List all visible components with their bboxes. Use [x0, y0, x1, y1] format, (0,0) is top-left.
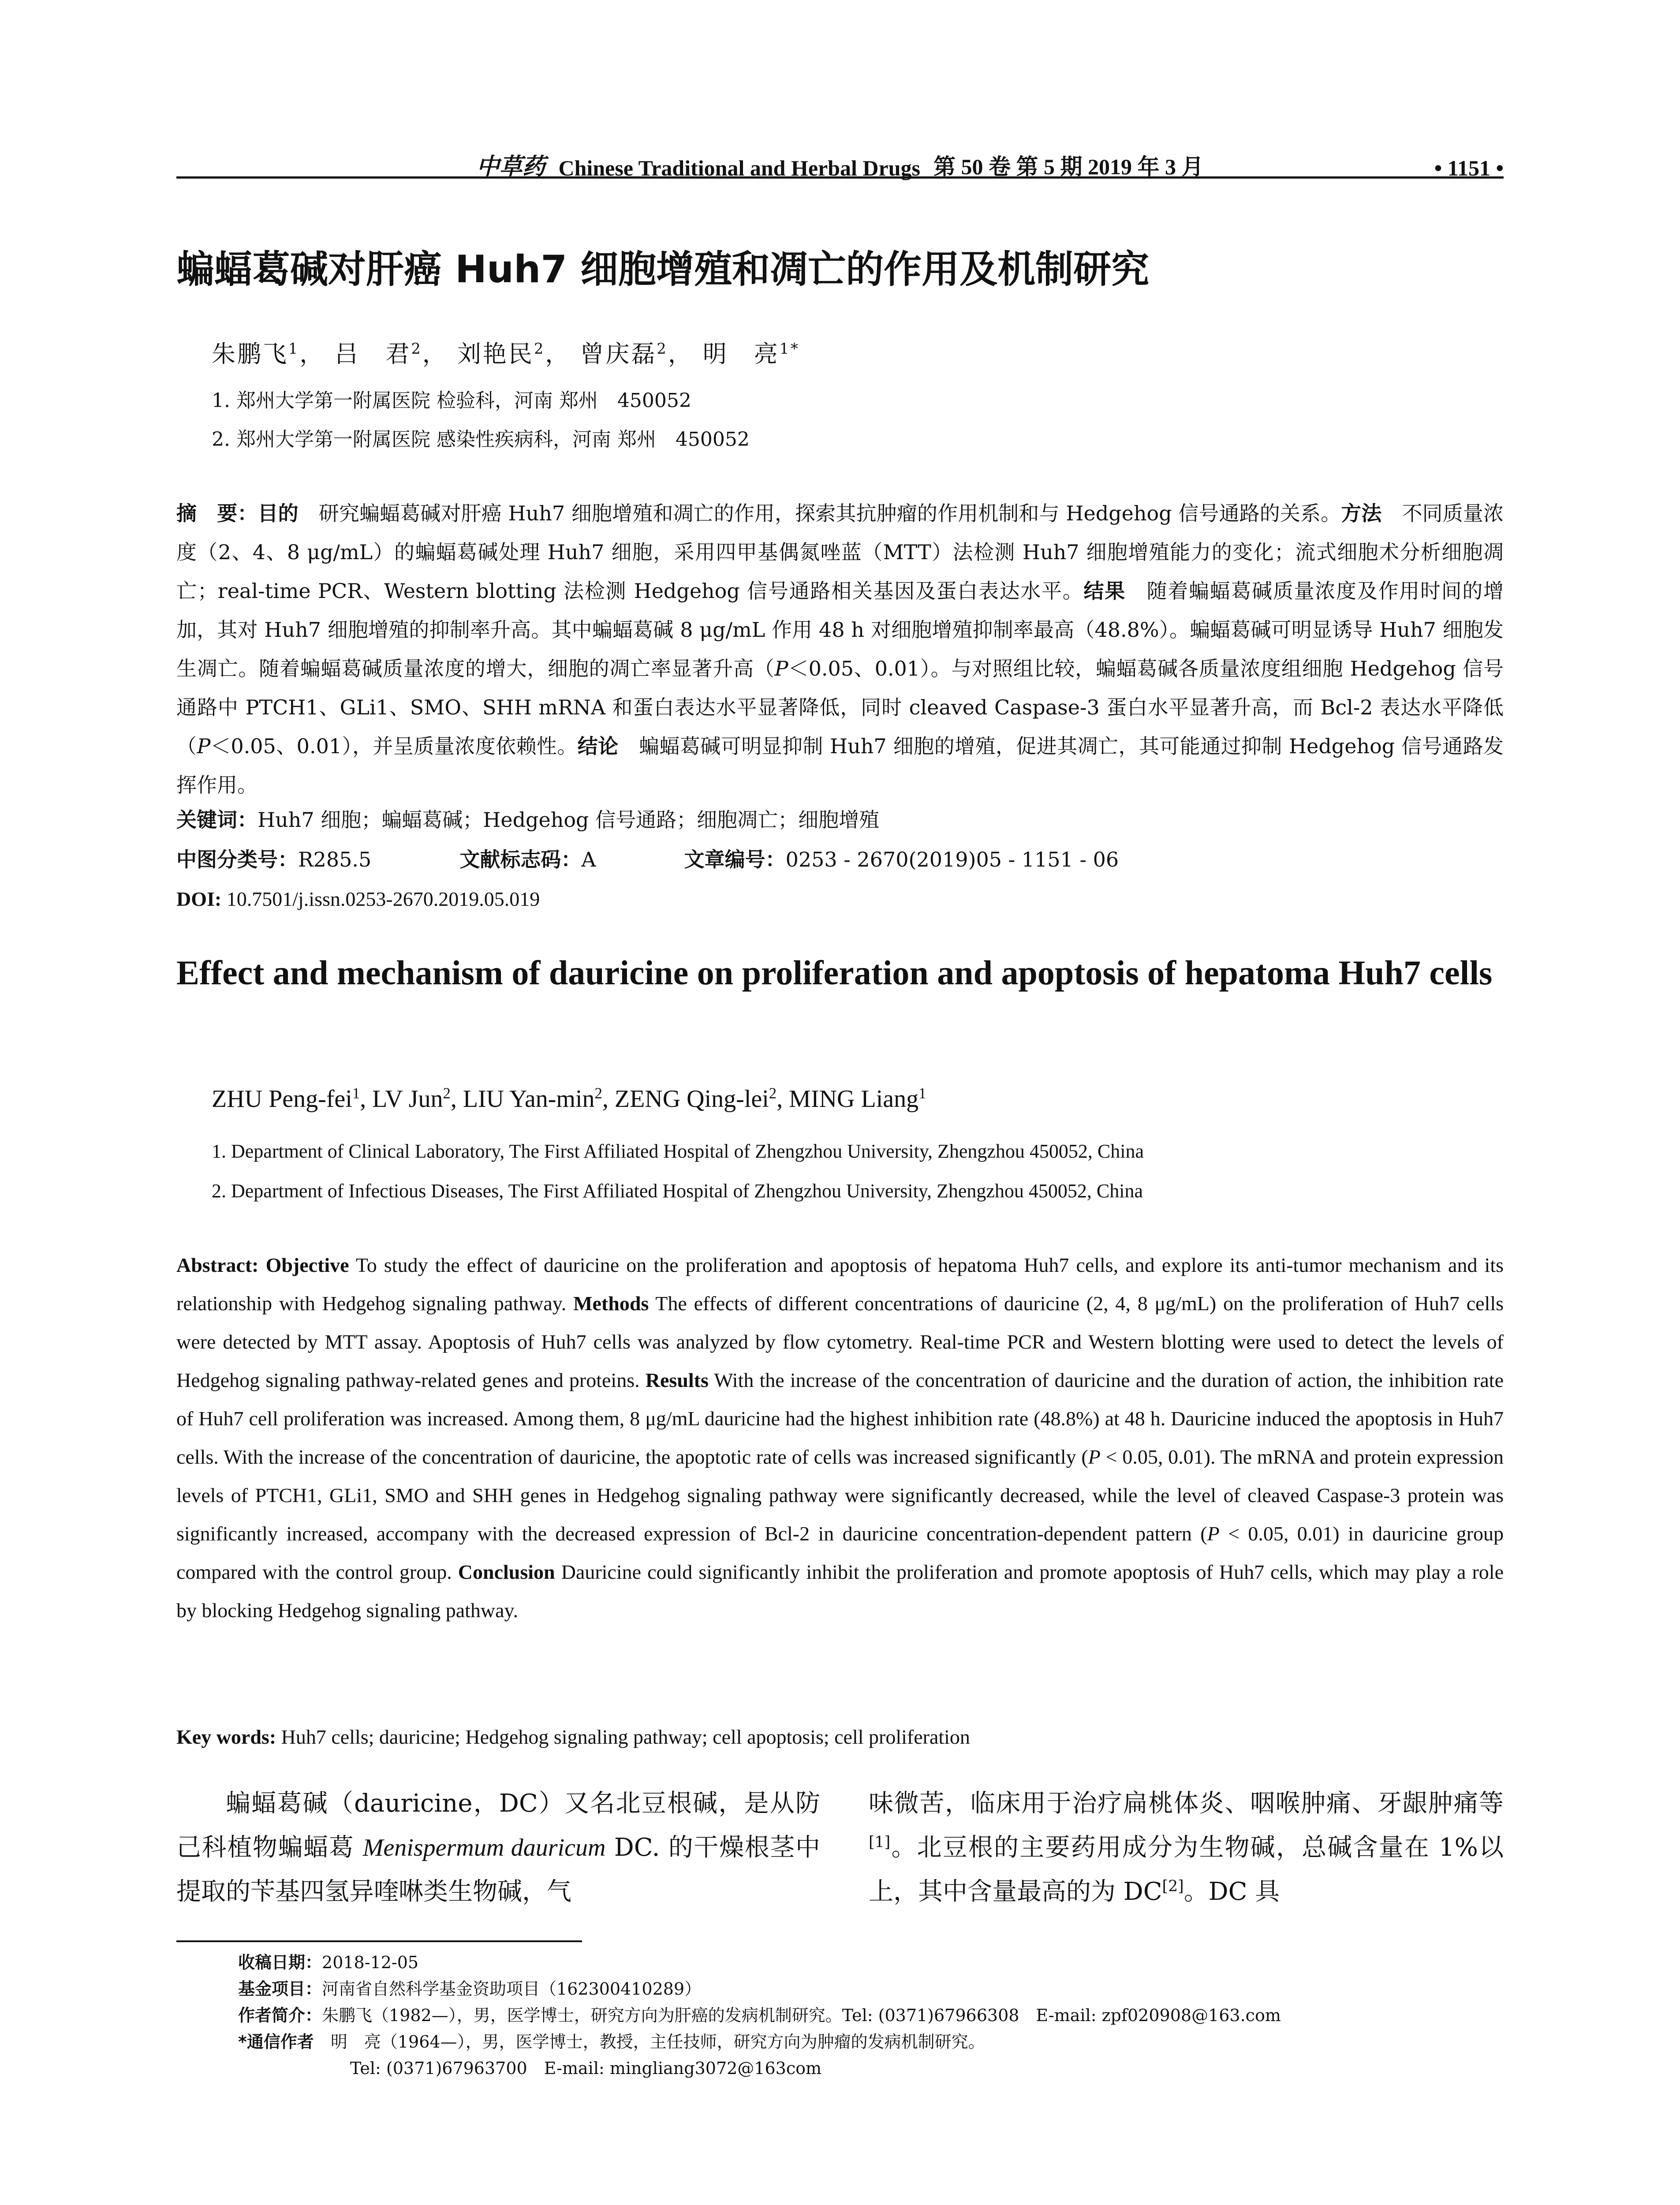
keywords-cn [176, 800, 1504, 839]
results-en-2: < 0.05, 0.01). The mRNA and protein expression levels of PTCH1, GLi1, SMO and SHH genes in Hedgehog signaling pathway were significantly decreased, while the level of cleaved Caspase-3 protein was significantly increased, accompany with the decreased expression of Bcl-2 in dauricine concentration-dependent pattern ( [176, 1446, 1504, 1545]
methods-cn: 不同质量浓度（2、4、8 μg/mL）的蝙蝠葛碱处理 Huh7 细胞，采用四甲基偶氮唑蓝（MTT）法检测 Huh7 细胞增殖能力的变化；流式细胞术分析细胞凋亡；real-time PCR、Western blotting 法检测 Hedgehog 信号通路相关基因及蛋白表达水平。 [176, 501, 1504, 603]
objective-cn: 研究蝙蝠葛碱对肝癌 Huh7 细胞增殖和凋亡的作用，探索其抗肿瘤的作用机制和与 Hedgehog 信号通路的关系。 [298, 501, 1341, 525]
body-column-left: 蝙蝠葛碱（dauricine，DC）又名北豆根碱，是从防己科植物蝙蝠葛 Menispermum dauricum DC. 的干燥根茎中提取的苄基四氢异喹啉类生物碱，气 [176, 1789, 820, 1906]
results-en-1: With the increase of the concentration of dauricine and the duration of action, the inhibition rate of Huh7 cell proliferation was increased. Among them, 8 μg/mL dauricine had the highest inhibition rate (48.8%) at 48 h. Dauricine induced the apoptosis in Huh7 cells. With the increase of the concentration of dauricine, the apoptotic rate of cells was increased significantly ( [176, 1369, 1504, 1468]
methods-en: The effects of different concentrations of dauricine (2, 4, 8 μg/mL) on the proliferation of Huh7 cells were detected by MTT assay. Apoptosis of Huh7 cells was analyzed by flow cytometry. Real-time PCR and Western blotting were used to detect the levels of Hedgehog signaling pathway-related genes and proteins. [176, 1292, 1504, 1391]
conclusion-cn-label: 结论 [577, 734, 619, 758]
affiliation-cn-2: 2. 郑州大学第一附属医院 感染性疾病科，河南 郑州 450052 [212, 428, 750, 451]
document-code: 文献标志码：A [459, 848, 596, 871]
doi-label: DOI: [176, 888, 222, 910]
author-cn-1: 朱鹏飞$^1$ [212, 340, 300, 368]
methods-cn-label: 方法 [1341, 501, 1382, 525]
p-symbol: P [1088, 1446, 1101, 1468]
author-cn-4: 曾庆磊$^2$ [580, 340, 668, 368]
conclusion-en-label: Conclusion [458, 1561, 555, 1583]
keywords-en [176, 1718, 1504, 1756]
p-symbol: P [1207, 1522, 1220, 1545]
author-en-3: LIU Yan-$\min^2$ [463, 1084, 602, 1113]
body-column-right: 味微苦，临床用于治疗扁桃体炎、咽喉肿痛、牙龈肿痛等[1]。北豆根的主要药用成分为生物碱，总碱含量在 1%以上，其中含量最高的为 DC[2]。DC 具 [869, 1789, 1504, 1906]
author-en-1: ZHU Peng-fei$^1$ [212, 1084, 360, 1113]
keywords-cn-text: Huh7 细胞；蝙蝠葛碱；Hedgehog 信号通路；细胞凋亡；细胞增殖 [258, 808, 880, 832]
conclusion-cn: 蝙蝠葛碱可明显抑制 Huh7 细胞的增殖，促进其凋亡，其可能通过抑制 Hedgehog 信号通路发挥作用。 [176, 734, 1504, 797]
journal-name-cn: 中草药 [476, 154, 545, 179]
conclusion-en: Dauricine could significantly inhibit the proliferation and promote apoptosis of Huh7 cells, which may play a role by blocking Hedgehog signaling pathway. [176, 1561, 1504, 1622]
clc-number: 中图分类号：R285.5 [176, 848, 372, 871]
author-cn-5: 明 亮$^{1*}$ [702, 340, 800, 368]
p-symbol: P [774, 657, 788, 680]
results-cn-3: ＜0.05、0.01），并呈质量浓度依赖性。 [210, 734, 578, 758]
results-en-3: < 0.05, 0.01) in dauricine group compared with the control group. [176, 1522, 1504, 1583]
results-cn-label: 结果 [1083, 579, 1126, 603]
classification-row [176, 840, 1504, 879]
footnote-rule [176, 1940, 582, 1942]
results-en-label: Results [645, 1369, 709, 1391]
reference-1: [1] [869, 1833, 891, 1851]
author-cn-3: 刘艳民$^2$ [457, 340, 545, 368]
author-en-4: ZENG Qing-lei$^2$ [614, 1084, 777, 1113]
footnotes [238, 1949, 1504, 2082]
species-name: Menispermum dauricum [362, 1834, 606, 1861]
objective-en: To study the effect of dauricine on the proliferation and apoptosis of hepatoma Huh7 cells, and explore its anti-tumor mechanism and its relationship with Hedgehog signaling pathway. [176, 1254, 1504, 1315]
authors-en: ZHU Peng-fei$^1$, LV Jun$^2$, LIU Yan-$\min^2$, ZENG Qing-lei$^2$, MING Liang$^1$ [212, 1084, 926, 1113]
header-rule [176, 176, 1504, 179]
keywords-en-label: Key words: [176, 1726, 281, 1748]
author-en-2: LV Jun$^2$ [372, 1084, 451, 1113]
article-number: 文章编号：0253 - 2670(2019)05 - 1151 - 06 [684, 848, 1119, 871]
footnote-received: 收稿日期：2018-12-05 [238, 1953, 419, 1972]
abstract-en-label: Abstract: [176, 1254, 266, 1276]
title-cn: 蝙蝠葛碱对肝癌 Huh7 细胞增殖和凋亡的作用及机制研究 [176, 247, 1150, 292]
abstract-cn-label: 摘 要： [176, 501, 258, 525]
abstract-en [176, 1246, 1504, 1629]
page-number: • 1151 • [1434, 156, 1504, 180]
affiliation-en-1: 1. Department of Clinical Laboratory, The First Affiliated Hospital of Zhengzhou University, Zhengzhou 450052, China [212, 1140, 1144, 1162]
author-cn-2: 吕 君$^2$ [334, 340, 422, 368]
keywords-en-text: Huh7 cells; dauricine; Hedgehog signaling pathway; cell apoptosis; cell proliferation [281, 1726, 970, 1748]
footnote-corresponding: *通信作者 明 亮（1964—），男，医学博士，教授，主任技师，研究方向为肿瘤的发病机制研究。 [238, 2032, 985, 2052]
results-cn-2: ＜0.05、0.01）。与对照组比较，蝙蝠葛碱各质量浓度组细胞 Hedgehog 信号通路中 PTCH1、GLi1、SMO、SHH mRNA 和蛋白表达水平显著降低，同时 cleaved Caspase-3 蛋白水平显著升高，而 Bcl-2 表达水平降低（ [176, 657, 1504, 758]
doi-value: 10.7501/j.issn.0253-2670.2019.05.019 [221, 888, 540, 910]
author-en-5: MING Liang$^1$ [789, 1084, 926, 1113]
affiliation-en-2: 2. Department of Infectious Diseases, The First Affiliated Hospital of Zhengzhou University, Zhengzhou 450052, China [212, 1180, 1143, 1202]
footnote-fund: 基金项目：河南省自然科学基金资助项目（162300410289） [238, 1979, 702, 1999]
results-cn-1: 随着蝙蝠葛碱质量浓度及作用时间的增加，其对 Huh7 细胞增殖的抑制率升高。其中蝙蝠葛碱 8 μg/mL 作用 48 h 对细胞增殖抑制率最高（48.8%）。蝙蝠葛碱可明显诱导 Huh7 细胞发生凋亡。随着蝙蝠葛碱质量浓度的增大，细胞的凋亡率显著升高（ [176, 579, 1504, 680]
p-symbol: P [197, 734, 211, 758]
reference-2: [2] [1162, 1877, 1184, 1895]
footnote-author: 作者简介：朱鹏飞（1982—），男，医学博士，研究方向为肝癌的发病机制研究。Tel: (0371)67966308 E-mail: zpf020908@163.com [238, 2006, 1281, 2025]
objective-cn-label: 目的 [258, 501, 299, 525]
running-header [176, 137, 1504, 181]
keywords-cn-label: 关键词： [176, 808, 258, 832]
title-en: Effect and mechanism of dauricine on proliferation and apoptosis of hepatoma Huh7 cells [176, 953, 1493, 992]
abstract-cn [176, 494, 1504, 804]
doi [176, 880, 1504, 919]
methods-en-label: Methods [573, 1292, 649, 1315]
objective-en-label: Objective [265, 1254, 349, 1276]
footnote-corresponding-contact: Tel: (0371)67963700 E-mail: mingliang3072@163com [350, 2059, 822, 2078]
affiliation-cn-1: 1. 郑州大学第一附属医院 检验科，河南 郑州 450052 [212, 389, 691, 412]
issue-info: 第 50 卷 第 5 期 2019 年 3 月 [933, 154, 1204, 179]
journal-name-en: Chinese Traditional and Herbal Drugs [558, 156, 920, 180]
authors-cn: 朱鹏飞$^1$， 吕 君$^2$， 刘艳民$^2$， 曾庆磊$^2$， 明 亮$^{1*}$ [212, 340, 800, 368]
